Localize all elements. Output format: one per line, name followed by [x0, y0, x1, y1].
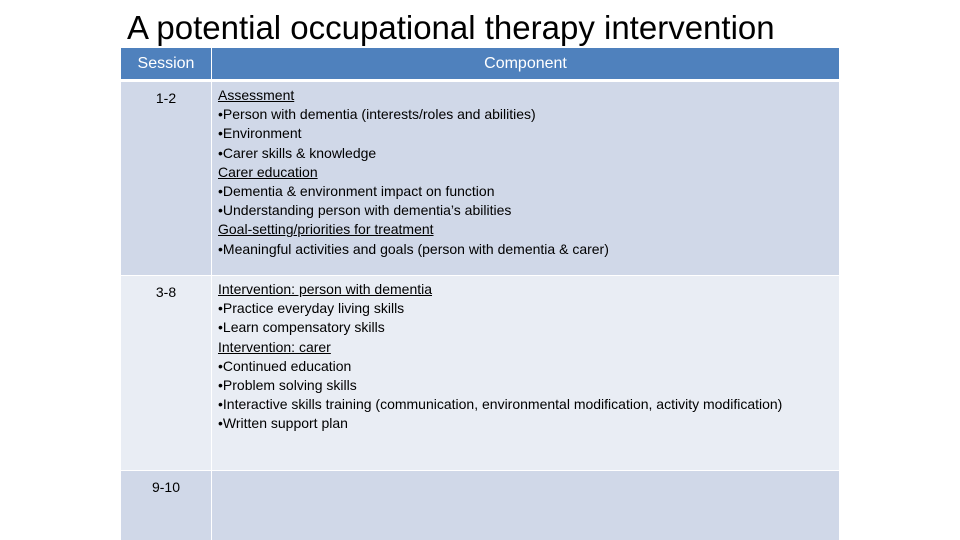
component-bullet: •Dementia & environment impact on function	[218, 183, 495, 200]
component-cell	[212, 471, 840, 540]
table-row	[121, 276, 840, 471]
table-row	[121, 81, 840, 276]
component-bullet: •Understanding person with dementia’s abilities	[218, 202, 512, 219]
component-bullet: •Interactive skills training (communication, environmental modification, activity modification)	[218, 396, 783, 413]
header-component: Component	[212, 48, 840, 81]
table-row	[121, 471, 840, 540]
component-heading: Goal-setting/priorities for treatment	[218, 221, 434, 238]
component-heading: Carer education	[218, 163, 318, 180]
slide-title: A potential occupational therapy intervention	[127, 9, 775, 46]
component-bullet: •Written support plan	[218, 415, 348, 432]
component-bullet: •Practice everyday living skills	[218, 300, 405, 317]
component-bullet: •Continued education	[218, 357, 352, 374]
component-bullet: •Carer skills & knowledge	[218, 144, 377, 161]
header-session: Session	[121, 48, 212, 81]
component-bullet: •Meaningful activities and goals (person with dementia & carer)	[218, 240, 609, 257]
component-bullet: •Environment	[218, 125, 302, 142]
component-heading: Intervention: person with dementia	[218, 281, 433, 297]
component-cell	[212, 276, 840, 471]
session-cell: 1-2	[121, 81, 212, 276]
component-bullet: •Problem solving skills	[218, 377, 357, 394]
component-cell	[212, 81, 840, 276]
component-heading: Intervention: carer	[218, 338, 331, 355]
table-header-row	[121, 48, 840, 81]
component-bullet: •Person with dementia (interests/roles and abilities)	[218, 106, 536, 123]
intervention-table	[120, 47, 840, 540]
component-heading: Assessment	[218, 87, 295, 103]
table-body	[121, 81, 840, 540]
session-cell: 3-8	[121, 276, 212, 471]
component-bullet: •Learn compensatory skills	[218, 319, 385, 336]
session-cell: 9-10	[121, 471, 212, 540]
